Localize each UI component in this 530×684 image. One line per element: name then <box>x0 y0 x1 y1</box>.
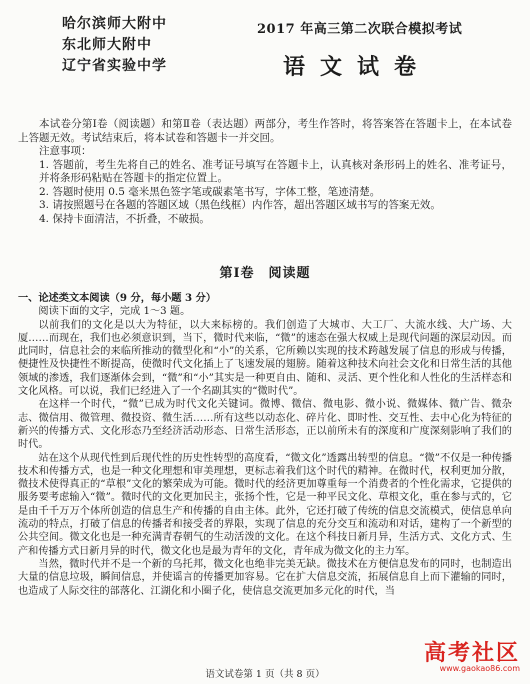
school-list <box>62 14 262 77</box>
notice-item: 4. 保持卡面清洁，不折叠，不破损。 <box>39 212 210 225</box>
notice-item: 2. 答题时使用 0.5 毫米黑色签字笔或碳素笔书写，字体工整，笔迹清楚。 <box>39 185 381 198</box>
passage-paragraph: 在这样一个时代，“微”已成为时代文化关键词。微博、微信、微电影、微小说、微媒体、微广告、微杂志、微信用、微管理、微投资、微生活……所有这些以动态化、碎片化、即时性、交互性、去中心化为特征的新兴的传播方式、文化形态乃至经济活动形态、日常生活形态，正以前所未有的深度和广度深刻影响了我们的时代。 <box>18 399 512 451</box>
school-name: 辽宁省实验中学 <box>62 58 167 74</box>
exam-title: 2017 年高三第二次联合模拟考试 <box>257 22 463 37</box>
notice-intro: 本试卷分第Ⅰ卷（阅读题）和第Ⅱ卷（表达题）两部分，考生作答时，将答案答在答题卡上，在本试卷上答题无效。考试结束后，将本试卷和答题卡一并交回。 <box>18 118 512 144</box>
page-footer: 语文试卷第 1 页（共 8 页） <box>205 669 325 680</box>
watermark-logo: 高考社区 <box>423 641 520 666</box>
question-heading: 一、论述类文本阅读（9 分，每小题 3 分） <box>18 292 217 304</box>
school-name: 哈尔滨师大附中 <box>62 16 167 32</box>
passage-paragraph: 站在这个从现代性到后现代性的历史性转型的高度看，“微文化”透露出转型的信息。“微”不仅是一种传播技术和传播方式，也是一种文化理想和审美理想，更标志着我们这个时代的精神。在微时代，权利更加分散，微技术使得真正的“草根”文化的繁荣成为可能。微时代的经济更加尊重每一个消费者的个性化需求，它提供的服务要考虑输入“微”。微时代的文化更加民主，张扬个性，它是一种平民文化、草根文化，重在参与式的，它是由千千万万个体所创造的信息生产和传播的自由主体。此外，它还打破了传统的信息交流模式，使信息单向流动的特点，打破了信息的传播者和接受者的界限，实现了信息的充分交互和流动和对话，建构了一个新型的公共空间。微文化也是一种充满青春朝气的生动活泼的文化。在这个科技日新月异，生活方式、文化方式、生产和传播方式日新月异的时代，微文化也是最为青年的文化，青年成为微文化的主力军。 <box>18 452 512 557</box>
notice-item: 1. 答题前，考生先将自己的姓名、准考证号填写在答题卡上，认真核对条形码上的姓名、准考证号，并将条形码粘贴在答题卡的指定位置上。 <box>39 158 512 184</box>
school-name: 东北师大附中 <box>62 37 152 53</box>
notice-label: 注意事项： <box>39 145 92 157</box>
reading-passage <box>18 292 512 598</box>
paper-title: 语文试卷 <box>283 54 432 80</box>
section-title: 第Ⅰ卷 阅读题 <box>219 266 311 281</box>
question-instruction: 阅读下面的文字，完成 1～3 题。 <box>38 306 191 318</box>
watermark-url: www.gaokao86.com <box>439 664 520 673</box>
passage-paragraph: 当然，微时代并不是一个新的乌托邦，微文化也绝非完美无缺。微技术在方便信息发布的同时，也制造出大量的信息垃圾，瞬间信息，并使谣言的传播更加容易。它在扩大信息交流，拓展信息自上而下灌输的同时，也造成了人际交往的部落化、江湖化和小圈子化，使信息交流更加多元化的时代，当 <box>18 558 512 597</box>
exam-notice <box>18 118 512 226</box>
notice-item: 3. 请按照题号在各题的答题区域（黑色线框）内作答，超出答题区域书写的答案无效。 <box>39 199 441 211</box>
passage-paragraph: 以前我们的文化是以大为特征，以大来标榜的。我们创造了大城市、大工厂、大流水线、大广场、大厦……而现在，我们也必须意识到，当下，微时代来临，“微”的速态在强大权威上是现代问题的深层动因。而此同时，信息社会的来临所推动的微型化和“小”的关系，它所赖以实现的技术跨越发展了信息的形成与传播，便捷性及快捷性不断提高，使微时代文化插上了飞速发展的翅膀。随着这种技术向社会文化和日常生活的其他领域的渗透，我们逐渐体会到，“微”和“小”其实是一种更自由、随和、灵活、更个性化和人性化的生活样态和文化风格。可以说，我们已经进入了一个名副其实的“微时代”。 <box>18 319 512 398</box>
